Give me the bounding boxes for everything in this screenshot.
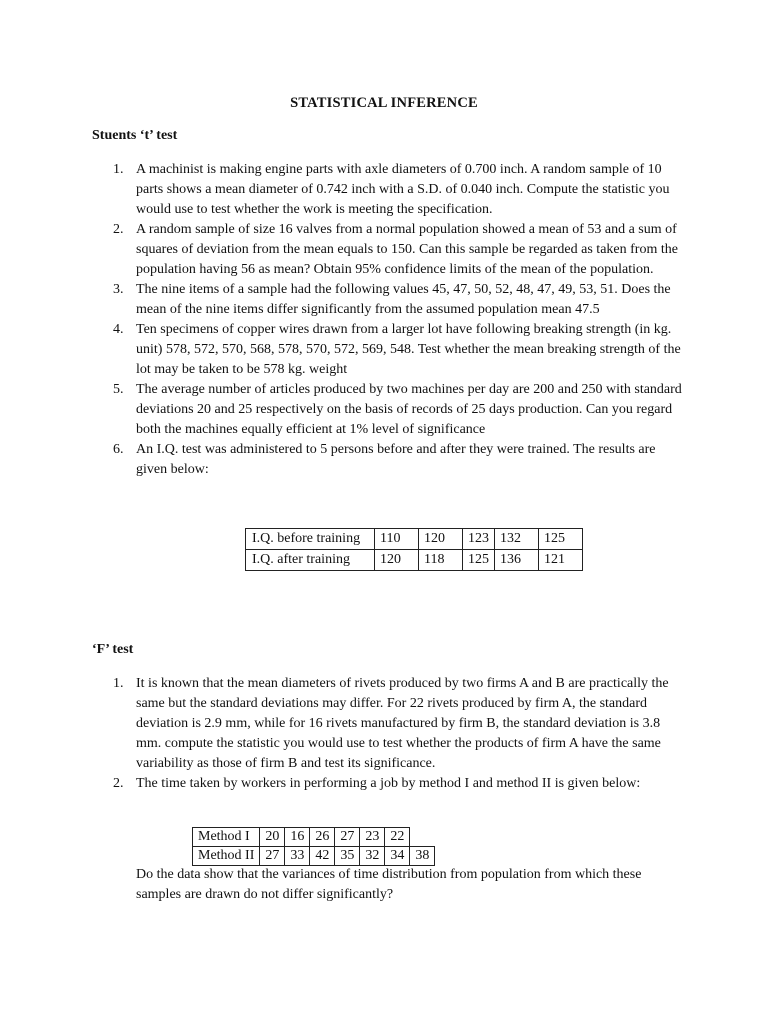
- f-test-heading: ‘F’ test: [92, 642, 134, 657]
- method-table: [192, 827, 435, 866]
- list-item: [92, 440, 682, 480]
- question-text: Ten specimens of copper wires drawn from a larger lot have following breaking strength (in kg. unit) 578, 572, 570, 568, 578, 570, 572, 569, 548. Test whether the mean breaking strength of the lot may be taken to be 578 kg. weight: [136, 322, 681, 377]
- question-number: 2.: [113, 222, 124, 237]
- table-row: [193, 847, 435, 866]
- question-number: 1.: [113, 162, 124, 177]
- table-row: [193, 828, 435, 847]
- table-cell: 121: [539, 550, 583, 571]
- list-item: [92, 280, 682, 320]
- iq-table: [245, 528, 583, 571]
- t-test-question-list: [92, 160, 682, 480]
- question-number: 2.: [113, 776, 124, 791]
- table-cell: 125: [539, 529, 583, 550]
- list-item: [92, 220, 682, 280]
- table-cell: 42: [310, 847, 335, 866]
- table-row: [246, 550, 583, 571]
- table-cell: 125: [463, 550, 495, 571]
- question-number: 4.: [113, 322, 124, 337]
- question-text: A random sample of size 16 valves from a normal population showed a mean of 53 and a sum of squares of deviation from the mean equals to 150. Can this sample be regarded as taken from the population having 56 as mean? Obtain 95% confidence limits of the mean of the population.: [136, 222, 678, 277]
- list-item: [92, 774, 682, 794]
- table-cell: 34: [385, 847, 410, 866]
- table-cell: 16: [285, 828, 310, 847]
- table-cell-empty: [410, 828, 435, 847]
- question-number: 5.: [113, 382, 124, 397]
- list-item: [92, 160, 682, 220]
- table-cell: 120: [375, 550, 419, 571]
- table-cell: 35: [335, 847, 360, 866]
- f-test-question-list: [92, 674, 682, 794]
- table-cell: 27: [335, 828, 360, 847]
- table-cell: 33: [285, 847, 310, 866]
- t-test-heading: Stuents ‘t’ test: [92, 128, 178, 143]
- table-cell: 32: [360, 847, 385, 866]
- table-row-label: I.Q. before training: [246, 529, 375, 550]
- table-cell: 123: [463, 529, 495, 550]
- question-text: The nine items of a sample had the following values 45, 47, 50, 52, 48, 47, 49, 53, 51. Does the mean of the nine items differ significantly from the assumed population mean 47.5: [136, 282, 671, 317]
- question-text: An I.Q. test was administered to 5 persons before and after they were trained. The results are given below:: [136, 442, 656, 477]
- table-row-label: Method II: [193, 847, 260, 866]
- table-cell: 110: [375, 529, 419, 550]
- question-continuation-text: Do the data show that the variances of time distribution from population from which these samples are drawn do not differ significantly?: [136, 867, 642, 902]
- question-text: The time taken by workers in performing a job by method I and method II is given below:: [136, 776, 641, 791]
- table-row-label: Method I: [193, 828, 260, 847]
- question-number: 1.: [113, 676, 124, 691]
- table-cell: 20: [260, 828, 285, 847]
- question-text: A machinist is making engine parts with axle diameters of 0.700 inch. A random sample of 10 parts shows a mean diameter of 0.742 inch with a S.D. of 0.040 inch. Compute the statistic you would use to test whether the work is meeting the specification.: [136, 162, 670, 217]
- question-text: The average number of articles produced by two machines per day are 200 and 250 with standard deviations 20 and 25 respectively on the basis of records of 25 days production. Can you regard both the machines equally efficient at 1% level of significance: [136, 382, 682, 437]
- table-cell: 120: [419, 529, 463, 550]
- table-cell: 26: [310, 828, 335, 847]
- question-text: It is known that the mean diameters of rivets produced by two firms A and B are practically the same but the standard deviations may differ. For 22 rivets produced by firm A, the standard deviation is 2.9 mm, while for 16 rivets manufactured by firm B, the standard deviation is 3.8 mm. compute the statistic you would use to test whether the products of firm A have the same variability as those of firm B and test its significance.: [136, 676, 669, 771]
- table-cell: 118: [419, 550, 463, 571]
- table-cell: 22: [385, 828, 410, 847]
- list-item: [92, 380, 682, 440]
- table-cell: 38: [410, 847, 435, 866]
- table-cell: 23: [360, 828, 385, 847]
- table-row: [246, 529, 583, 550]
- table-cell: 132: [495, 529, 539, 550]
- list-item: [92, 674, 682, 774]
- question-number: 6.: [113, 442, 124, 457]
- table-cell: 27: [260, 847, 285, 866]
- page-title: STATISTICAL INFERENCE: [290, 95, 478, 111]
- table-row-label: I.Q. after training: [246, 550, 375, 571]
- question-number: 3.: [113, 282, 124, 297]
- table-cell: 136: [495, 550, 539, 571]
- list-item: [92, 320, 682, 380]
